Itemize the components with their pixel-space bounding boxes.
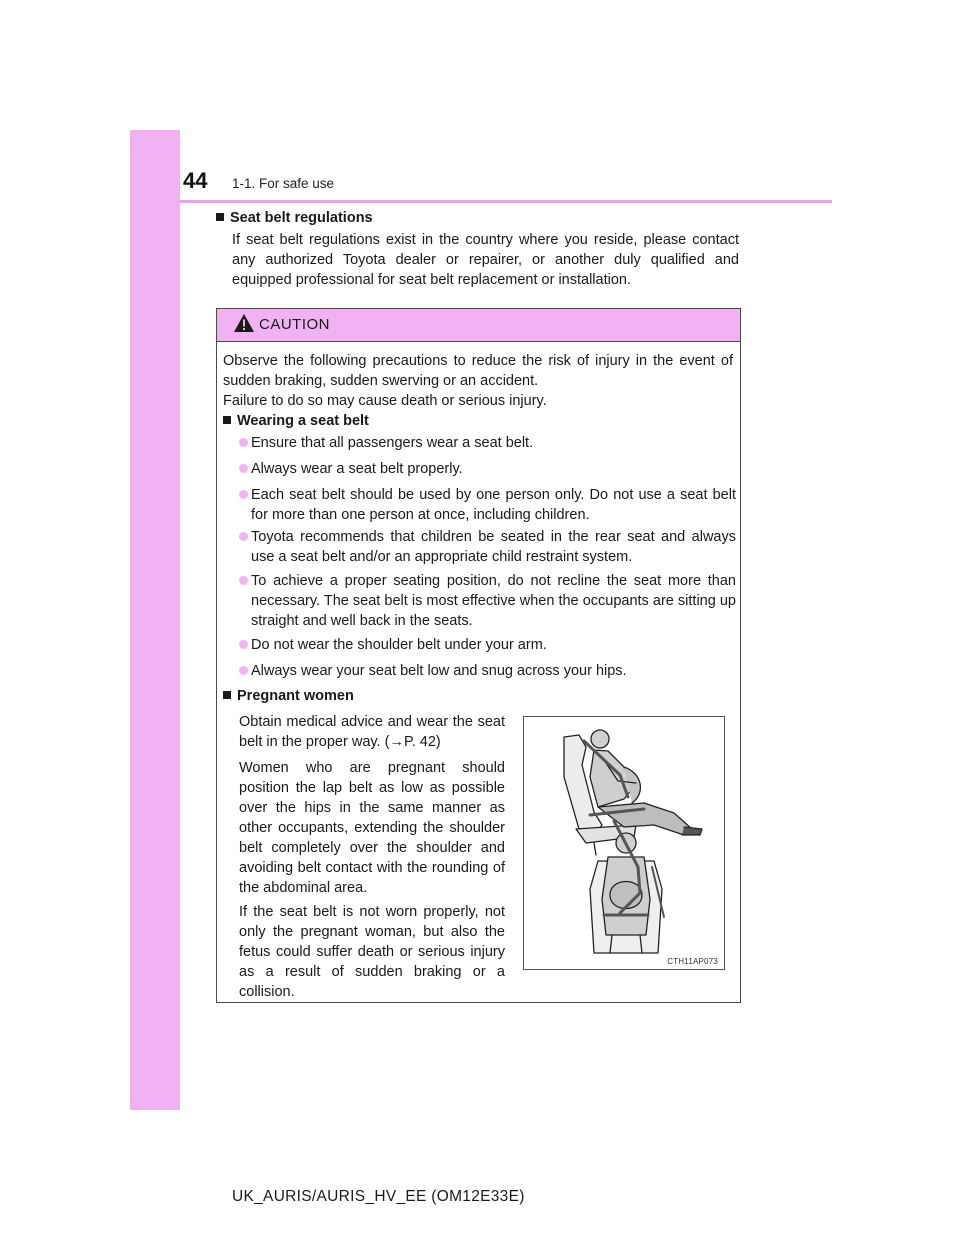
square-bullet-icon bbox=[216, 213, 224, 221]
list-item: Do not wear the shoulder belt under your arm. bbox=[239, 635, 736, 655]
list-item: Always wear your seat belt low and snug across your hips. bbox=[239, 661, 736, 681]
regulations-body: If seat belt regulations exist in the country where you reside, please contact any authorized Toyota dealer or repairer, or another duly qualified and equipped professional for seat belt replacement or installation. bbox=[232, 232, 739, 288]
illustration-code: CTH11AP073 bbox=[667, 957, 718, 966]
list-item: Toyota recommends that children be seated in the rear seat and always use a seat belt and/or an appropriate child restraint system. bbox=[239, 527, 736, 567]
square-bullet-icon bbox=[223, 691, 231, 699]
page-number: 44 bbox=[183, 168, 208, 193]
section-title: 1-1. For safe use bbox=[232, 176, 335, 191]
pregnant-paragraph: Obtain medical advice and wear the seat belt in the proper way. (→P. 42) bbox=[239, 714, 505, 750]
bullet-dot-icon bbox=[239, 532, 248, 541]
bullet-dot-icon bbox=[239, 640, 248, 649]
caution-label: CAUTION bbox=[259, 316, 330, 333]
pregnant-title: Pregnant women bbox=[237, 688, 354, 704]
warning-triangle-icon bbox=[233, 313, 255, 338]
caution-box bbox=[216, 308, 741, 1003]
pregnant-heading bbox=[223, 686, 354, 706]
regulations-heading bbox=[216, 208, 373, 228]
side-tab-strip bbox=[130, 130, 180, 1110]
header-divider bbox=[180, 200, 832, 203]
bullet-dot-icon bbox=[239, 464, 248, 473]
caution-intro bbox=[223, 351, 733, 411]
bullet-dot-icon bbox=[239, 438, 248, 447]
caution-intro-line1: Observe the following precautions to reduce the risk of injury in the event of sudden braking, sudden swerving or an accident. bbox=[223, 353, 733, 389]
bullet-dot-icon bbox=[239, 576, 248, 585]
pregnant-paragraph: If the seat belt is not worn properly, not only the pregnant woman, but also the fetus could suffer death or serious injury as a result of sudden braking or a collision. bbox=[239, 904, 505, 1000]
pregnant-seatbelt-illustration bbox=[523, 716, 725, 970]
list-item: Always wear a seat belt properly. bbox=[239, 459, 736, 479]
list-item: Ensure that all passengers wear a seat belt. bbox=[239, 433, 736, 453]
regulations-title: Seat belt regulations bbox=[230, 210, 373, 226]
wearing-title: Wearing a seat belt bbox=[237, 413, 369, 429]
seatbelt-illustration-icon bbox=[524, 717, 724, 957]
model-code-footer: UK_AURIS/AURIS_HV_EE (OM12E33E) bbox=[232, 1188, 525, 1205]
list-item: To achieve a proper seating position, do not recline the seat more than necessary. The seat belt is most effective when the occupants are sitting up straight and well back in the seats. bbox=[239, 571, 736, 631]
list-item: Each seat belt should be used by one person only. Do not use a seat belt for more than one person at once, including children. bbox=[239, 485, 736, 525]
square-bullet-icon bbox=[223, 416, 231, 424]
caution-header bbox=[217, 309, 740, 342]
wearing-heading bbox=[223, 411, 369, 431]
bullet-dot-icon bbox=[239, 490, 248, 499]
caution-intro-line2: Failure to do so may cause death or serious injury. bbox=[223, 393, 547, 409]
pregnant-paragraph: Women who are pregnant should position the lap belt as low as possible over the hips in the same manner as other occupants, extending the shoulder belt completely over the shoulder and avoiding belt contact with the rounding of the abdominal area. bbox=[239, 760, 505, 896]
bullet-dot-icon bbox=[239, 666, 248, 675]
